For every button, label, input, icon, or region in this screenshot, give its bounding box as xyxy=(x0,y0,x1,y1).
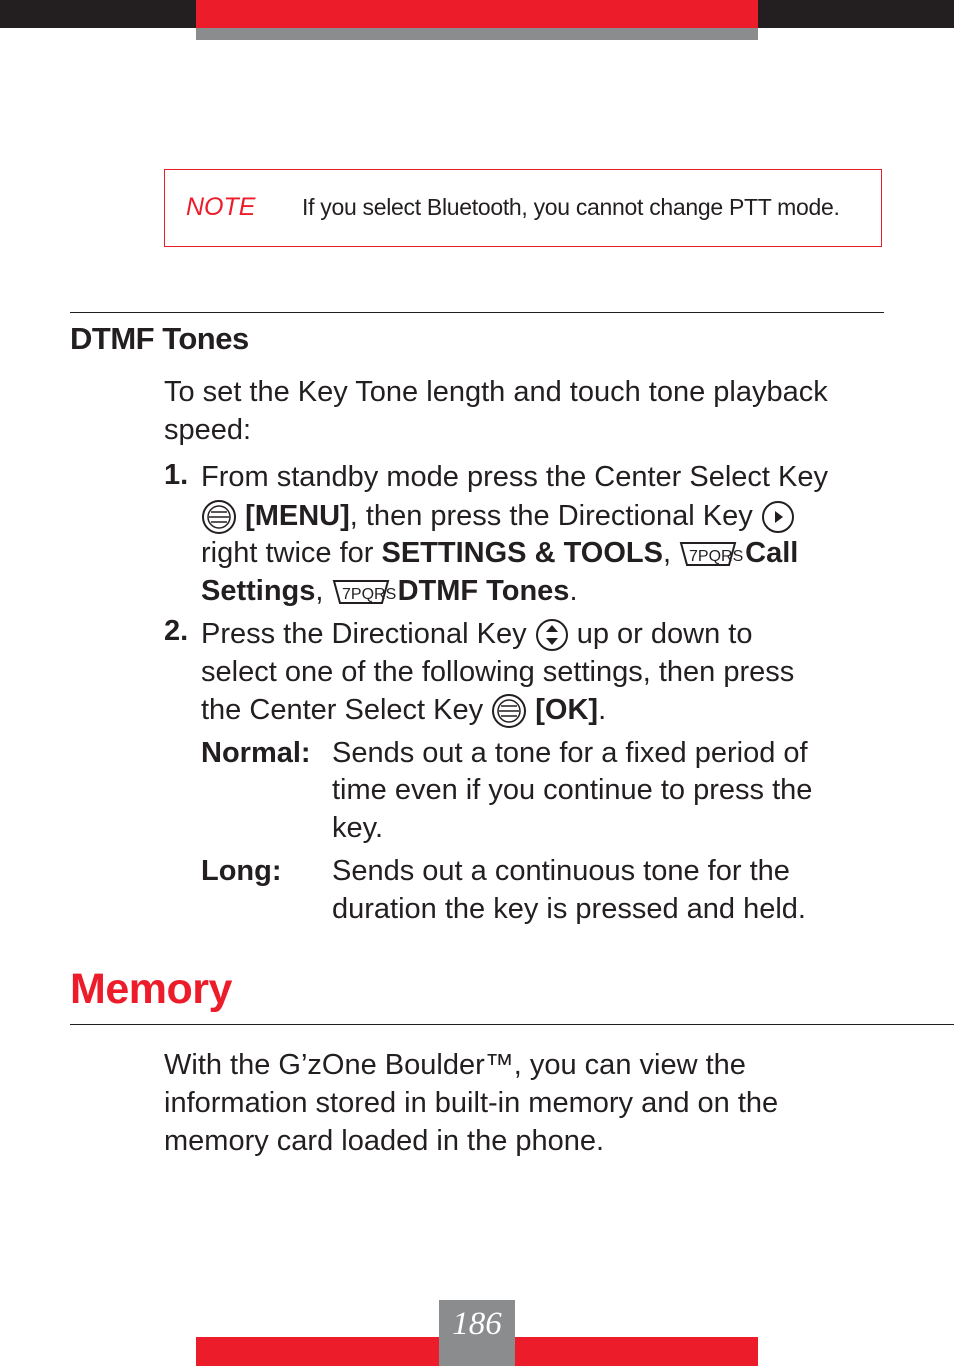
section-heading-memory: Memory xyxy=(70,965,232,1013)
step1-line2 xyxy=(201,497,795,535)
step2-line2: select one of the following settings, then press xyxy=(201,656,795,688)
option-normal-desc-2: time even if you continue to press the xyxy=(332,774,813,806)
comma: , xyxy=(315,575,324,607)
key-7-text: 7PQRS xyxy=(689,548,744,566)
option-long-label: Long: xyxy=(201,855,282,887)
header-gray-bar xyxy=(196,28,758,40)
dtmf-tones-label: DTMF Tones xyxy=(397,575,570,607)
page-number: 186 xyxy=(452,1306,502,1342)
step1-line2-text: , then press the Directional Key xyxy=(349,500,753,532)
section-divider xyxy=(70,312,884,313)
key-7-text: 7PQRS xyxy=(341,586,396,604)
memory-divider xyxy=(70,1024,954,1025)
header-accent-bar xyxy=(196,0,758,28)
option-long-desc-2: duration the key is pressed and held. xyxy=(332,893,806,925)
memory-line2: information stored in built-in memory and on the xyxy=(164,1087,779,1119)
directional-key-updown-icon xyxy=(535,618,569,652)
step-number-2: 2. xyxy=(164,615,189,647)
note-label: NOTE xyxy=(186,193,256,221)
option-normal-desc-1: Sends out a tone for a fixed period of xyxy=(332,737,808,769)
step-number-1: 1. xyxy=(164,459,189,491)
menu-label: [MENU] xyxy=(245,500,350,532)
center-select-key-icon xyxy=(491,693,527,729)
step1-line3-text: right twice for xyxy=(201,537,382,569)
section-heading-dtmf: DTMF Tones xyxy=(70,321,249,356)
memory-line1: With the G’zOne Boulder™, you can view the xyxy=(164,1049,746,1081)
step2-line1 xyxy=(201,615,752,653)
comma: , xyxy=(662,537,671,569)
step1-line1: From standby mode press the Center Select Key xyxy=(201,461,829,493)
step2-line3-text: the Center Select Key xyxy=(201,694,484,726)
dtmf-intro-line1: To set the Key Tone length and touch tone playback xyxy=(164,376,828,408)
step1-line3 xyxy=(201,534,798,572)
settings-label: Settings xyxy=(201,575,316,607)
ok-label: [OK] xyxy=(535,694,599,726)
step2-line1-text: Press the Directional Key xyxy=(201,618,527,650)
option-long-desc-1: Sends out a continuous tone for the xyxy=(332,855,790,887)
period: . xyxy=(598,694,607,726)
center-select-key-icon xyxy=(201,499,237,535)
directional-key-right-icon xyxy=(761,500,795,534)
call-label: Call xyxy=(745,537,799,569)
option-normal-label: Normal: xyxy=(201,737,311,769)
step2-line3 xyxy=(201,691,606,729)
memory-line3: memory card loaded in the phone. xyxy=(164,1125,605,1157)
step1-line4 xyxy=(201,572,578,610)
key-7-pqrs-icon xyxy=(679,541,744,567)
key-7-pqrs-icon xyxy=(332,579,396,605)
option-normal-desc-3: key. xyxy=(332,812,384,844)
period: . xyxy=(569,575,578,607)
dtmf-intro-line2: speed: xyxy=(164,414,252,446)
settings-tools-label: SETTINGS & TOOLS xyxy=(381,537,663,569)
step2-line1-text-end: up or down to xyxy=(576,618,753,650)
note-text: If you select Bluetooth, you cannot change PTT mode. xyxy=(302,194,840,220)
